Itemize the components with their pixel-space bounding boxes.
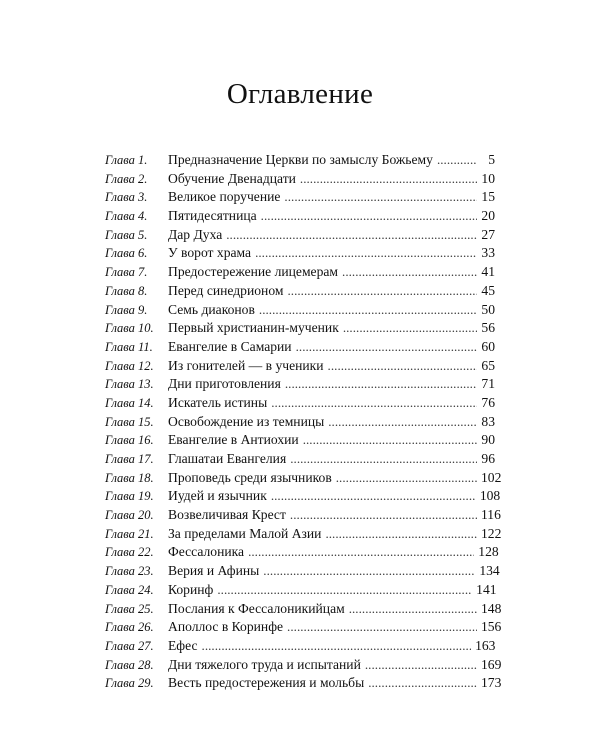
chapter-title: Проповедь среди язычников	[168, 469, 332, 485]
chapter-label: Глава 29.	[105, 676, 154, 691]
toc-entry	[105, 600, 502, 620]
chapter-label: Глава 14.	[105, 395, 154, 410]
chapter-title: Искатель истины	[168, 394, 268, 410]
page-number: 83	[481, 413, 495, 429]
toc-entry	[105, 619, 502, 638]
dot-leader	[437, 152, 477, 168]
toc-entry	[105, 563, 500, 582]
dot-leader	[303, 432, 477, 448]
chapter-label: Глава 25.	[105, 601, 154, 616]
chapter-title: Дар Духа	[168, 226, 223, 242]
page-number: 60	[481, 338, 495, 354]
chapter-label: Глава 22.	[105, 545, 154, 560]
page-number: 116	[481, 507, 501, 523]
page-number: 45	[481, 282, 495, 298]
chapter-title: Великое поручение	[168, 189, 281, 205]
dot-leader	[336, 470, 477, 486]
toc-entry	[105, 245, 495, 264]
chapter-title: Первый христианин-мученик	[168, 320, 339, 336]
dot-leader	[290, 507, 477, 523]
dot-leader	[300, 171, 477, 187]
chapter-label: Глава 2.	[105, 171, 148, 186]
toc-entry	[105, 208, 495, 227]
chapter-label: Глава 24.	[105, 582, 154, 597]
chapter-label: Глава 3.	[105, 190, 148, 205]
chapter-title: Освобождение из темницы	[168, 413, 325, 429]
page-number: 96	[481, 451, 495, 466]
chapter-label: Глава 11.	[105, 339, 153, 354]
chapter-title: Евангелие в Самарии	[168, 338, 292, 354]
toc-entry	[105, 339, 495, 358]
dot-leader	[271, 488, 476, 504]
chapter-title: Дни тяжелого труда и испытаний	[168, 656, 361, 672]
chapter-title: Весть предостережения и мольбы	[168, 675, 365, 691]
chapter-label: Глава 16.	[105, 433, 154, 448]
chapter-title: Возвеличивая Крест	[168, 507, 286, 523]
page-number: 33	[481, 245, 495, 261]
page-number: 163	[475, 637, 496, 653]
chapter-label: Глава 7.	[105, 265, 148, 280]
dot-leader	[248, 544, 474, 560]
toc-entry	[105, 395, 495, 414]
chapter-title: Верия и Афины	[168, 563, 260, 579]
chapter-label: Глава 8.	[105, 283, 148, 298]
dot-leader	[368, 675, 477, 691]
chapter-title: Коринф	[168, 581, 214, 597]
chapter-title: Перед синедрионом	[168, 282, 284, 298]
toc-entry	[105, 283, 495, 302]
dot-leader	[349, 601, 477, 617]
page-number: 15	[481, 189, 495, 205]
toc-entry	[105, 544, 499, 563]
page-number: 71	[481, 376, 495, 392]
toc-entry	[105, 675, 502, 694]
chapter-label: Глава 12.	[105, 358, 154, 373]
chapter-label: Глава 17.	[105, 452, 154, 466]
chapter-title: Иудей и язычник	[168, 488, 267, 504]
dot-leader	[271, 395, 477, 411]
page-title: Оглавление	[226, 78, 374, 110]
chapter-title: Евангелие в Антиохии	[168, 432, 299, 448]
toc-entry	[105, 376, 495, 395]
toc-entry	[105, 451, 495, 470]
dot-leader	[217, 582, 472, 598]
chapter-title: За пределами Малой Азии	[168, 525, 322, 541]
chapter-label: Глава 10.	[105, 321, 154, 336]
dot-leader	[284, 189, 477, 205]
chapter-label: Глава 19.	[105, 489, 154, 504]
dot-leader	[285, 376, 477, 392]
table-of-contents	[105, 152, 502, 694]
page-number: 141	[476, 581, 497, 597]
page-number: 76	[481, 394, 495, 410]
dot-leader	[255, 245, 477, 261]
page-number: 134	[479, 563, 500, 579]
page-number: 65	[481, 357, 495, 373]
chapter-title: Дни приготовления	[168, 376, 281, 392]
dot-leader	[287, 619, 477, 635]
toc-entry	[105, 432, 495, 451]
page-number: 50	[481, 301, 495, 317]
chapter-label: Глава 28.	[105, 657, 154, 672]
dot-leader	[343, 320, 477, 336]
page-number: 156	[480, 619, 502, 635]
dot-leader	[328, 358, 477, 374]
chapter-label: Глава 1.	[105, 153, 148, 167]
page-number: 173	[481, 675, 502, 691]
dot-leader	[325, 526, 477, 542]
chapter-title: Предназначение Церкви по замыслу Божьему	[168, 152, 433, 167]
dot-leader	[365, 657, 477, 673]
toc-entry	[105, 469, 502, 489]
toc-entry	[105, 358, 495, 377]
dot-leader	[261, 208, 477, 224]
dot-leader	[202, 638, 472, 654]
chapter-label: Глава 23.	[105, 564, 154, 579]
chapter-title: Аполлос в Коринфе	[168, 619, 284, 635]
chapter-label: Глава 26.	[105, 620, 154, 635]
dot-leader	[226, 227, 477, 243]
page-number: 27	[481, 226, 495, 242]
toc-entry	[105, 171, 495, 190]
chapter-label: Глава 27.	[105, 638, 154, 653]
toc-entry	[105, 227, 495, 246]
chapter-title: У ворот храма	[168, 245, 252, 261]
dot-leader	[342, 264, 477, 280]
chapter-label: Глава 4.	[105, 209, 148, 224]
chapter-title: Предостережение лицемерам	[168, 264, 339, 280]
toc-entry	[105, 320, 495, 339]
toc-entry	[105, 656, 502, 676]
toc-entry	[105, 488, 501, 507]
dot-leader	[263, 563, 475, 579]
chapter-label: Глава 13.	[105, 377, 154, 392]
dot-leader	[287, 283, 477, 299]
toc-entry	[105, 189, 495, 208]
toc-entry	[105, 638, 495, 657]
page-number: 56	[481, 320, 495, 336]
page-number: 108	[479, 488, 501, 504]
toc-entry	[105, 302, 495, 321]
page-number: 41	[481, 264, 495, 280]
chapter-title: Пятидесятница	[168, 208, 257, 224]
chapter-title: Обучение Двенадцати	[168, 170, 296, 186]
dot-leader	[296, 339, 477, 355]
chapter-label: Глава 9.	[105, 302, 148, 317]
toc-entry	[105, 507, 501, 526]
page-number: 10	[481, 170, 495, 186]
chapter-label: Глава 15.	[105, 414, 154, 429]
toc-entry	[105, 525, 502, 545]
toc-entry	[105, 582, 495, 601]
dot-leader	[328, 414, 477, 430]
chapter-title: Глашатаи Евангелия	[168, 451, 287, 466]
chapter-label: Глава 5.	[105, 227, 148, 242]
page-number: 169	[481, 656, 502, 672]
chapter-title: Семь диаконов	[168, 301, 255, 317]
chapter-title: Послания к Фессалоникийцам	[168, 600, 345, 616]
page-number: 148	[481, 600, 502, 616]
toc-entry	[105, 414, 495, 433]
chapter-label: Глава 20.	[105, 508, 154, 523]
toc-entry	[105, 152, 495, 171]
page-number: 102	[481, 469, 502, 485]
dot-leader	[259, 302, 477, 318]
toc-entry	[105, 264, 495, 283]
chapter-title: Фессалоника	[168, 544, 245, 560]
page-number: 20	[481, 208, 495, 224]
chapter-label: Глава 18.	[105, 470, 154, 485]
page-number: 5	[488, 152, 495, 167]
page-number: 128	[478, 544, 499, 560]
dot-leader	[290, 451, 477, 467]
page-number: 90	[481, 432, 495, 448]
chapter-title: Из гонителей — в ученики	[168, 357, 324, 373]
chapter-title: Ефес	[168, 637, 198, 653]
chapter-label: Глава 21.	[105, 526, 154, 541]
chapter-label: Глава 6.	[105, 246, 148, 261]
page-number: 122	[481, 525, 502, 541]
